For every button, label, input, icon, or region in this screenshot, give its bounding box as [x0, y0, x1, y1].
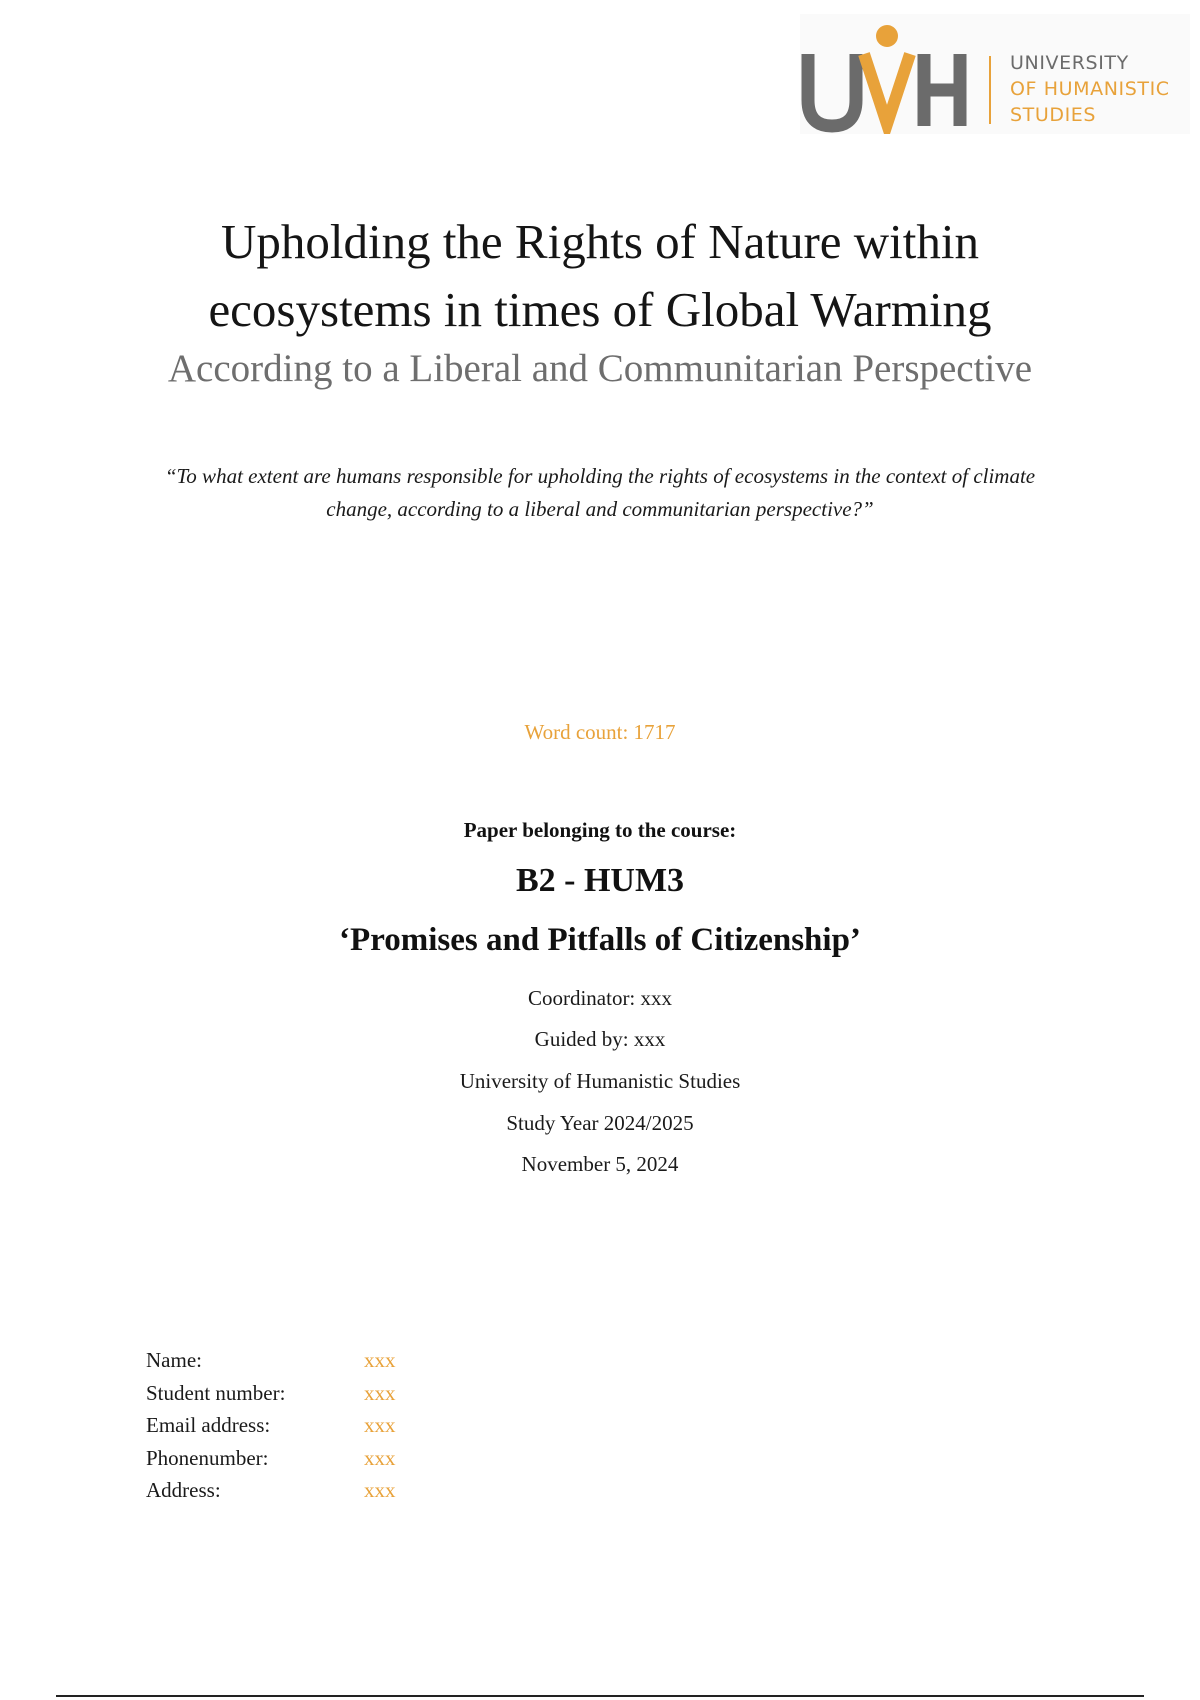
student-label: Phonenumber:: [146, 1445, 269, 1470]
student-value: xxx: [364, 1348, 396, 1372]
word-count: Word count: 1717: [524, 720, 676, 744]
logo-line-university: UNIVERSITY: [1010, 52, 1129, 74]
student-row-address: [146, 1474, 396, 1507]
research-question: “To what extent are humans responsible for upholding the rights of ecosystems in the context of climate change, according to a liberal and communitarian perspective?”: [164, 464, 1036, 521]
student-row-phone: [146, 1442, 396, 1475]
student-value: xxx: [364, 1445, 396, 1470]
logo-line-studies: STUDIES: [1010, 104, 1097, 126]
student-label: Email address:: [146, 1413, 271, 1437]
student-label: Student number:: [146, 1380, 286, 1405]
paper-subtitle: According to a Liberal and Communitarian Perspective: [167, 347, 1033, 390]
course-label: Paper belonging to the course:: [463, 818, 737, 842]
course-title: ‘Promises and Pitfalls of Citizenship’: [339, 922, 861, 958]
university-logo: [800, 14, 1190, 134]
study-year-line: Study Year 2024/2025: [506, 1111, 694, 1135]
logo-line-humanistic: OF HUMANISTIC: [1010, 78, 1170, 100]
student-row-number: [146, 1377, 396, 1410]
student-value: xxx: [364, 1478, 396, 1502]
uvh-logo-icon: [800, 14, 1010, 134]
student-label: Address:: [146, 1478, 221, 1502]
university-line: University of Humanistic Studies: [459, 1069, 741, 1093]
guided-by-line: Guided by: xxx: [534, 1027, 666, 1051]
student-label: Name:: [146, 1348, 202, 1372]
date-line: November 5, 2024: [521, 1152, 679, 1176]
logo-wordmark: [1010, 50, 1170, 128]
student-row-email: [146, 1409, 396, 1442]
course-code: B2 - HUM3: [515, 862, 685, 899]
student-row-name: [146, 1344, 396, 1377]
paper-title-line-2: ecosystems in times of Global Warming: [208, 282, 992, 337]
student-value: xxx: [364, 1380, 396, 1405]
student-details: [146, 1344, 396, 1507]
paper-title-line-1: Upholding the Rights of Nature within: [220, 214, 980, 269]
student-value: xxx: [364, 1413, 396, 1437]
coordinator-line: Coordinator: xxx: [527, 986, 673, 1010]
page-divider: [56, 1695, 1144, 1697]
